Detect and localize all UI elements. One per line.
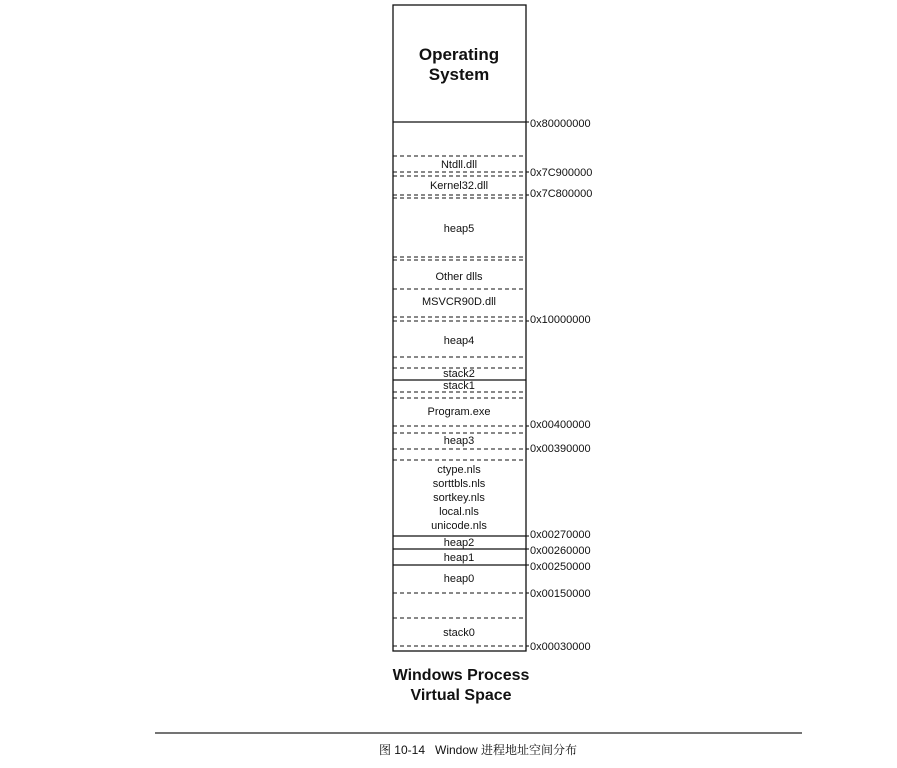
address-label-7C900000: 0x7C900000 [530,167,593,179]
heap0-label: heap0 [443,573,475,585]
diagram-caption-line1: Windows Process [392,667,530,684]
heap2-label: heap2 [443,537,475,549]
address-label-00270000: 0x00270000 [530,529,591,541]
os-label-line1: Operating [418,45,500,64]
address-label-10000000: 0x10000000 [530,314,591,326]
nls-file-ctype: ctype.nls [437,464,481,476]
diagram-caption-line2: Virtual Space [410,687,512,704]
nls-file-unicode: unicode.nls [431,520,487,532]
msvcr-label: MSVCR90D.dll [422,296,496,308]
program-exe-label: Program.exe [427,406,491,418]
address-label-7C800000: 0x7C800000 [530,188,593,200]
heap1-label: heap1 [443,552,475,564]
stack2-label: stack2 [443,368,475,380]
figure-caption: 图 10-14 Window 进程地址空间分布 [378,743,578,757]
address-label-80000000: 0x80000000 [530,118,591,130]
kernel32-label: Kernel32.dll [429,180,489,192]
address-label-00150000: 0x00150000 [530,588,591,600]
nls-file-sortkey: sortkey.nls [433,492,485,504]
stack0-label: stack0 [443,627,475,639]
heap5-label: heap5 [443,223,475,235]
nls-file-sorttbls: sorttbls.nls [432,478,486,490]
other-dlls-label: Other dlls [435,271,483,283]
address-label-00260000: 0x00260000 [530,545,591,557]
address-label-00250000: 0x00250000 [530,561,591,573]
heap3-label: heap3 [443,435,475,447]
os-label-line2: System [428,65,490,84]
stack1-label: stack1 [443,380,475,392]
address-label-00400000: 0x00400000 [530,419,591,431]
address-label-00030000: 0x00030000 [530,641,591,653]
address-label-00390000: 0x00390000 [530,443,591,455]
heap4-label: heap4 [443,335,475,347]
ntdll-label: Ntdll.dll [440,159,478,171]
nls-file-local: local.nls [439,506,479,518]
